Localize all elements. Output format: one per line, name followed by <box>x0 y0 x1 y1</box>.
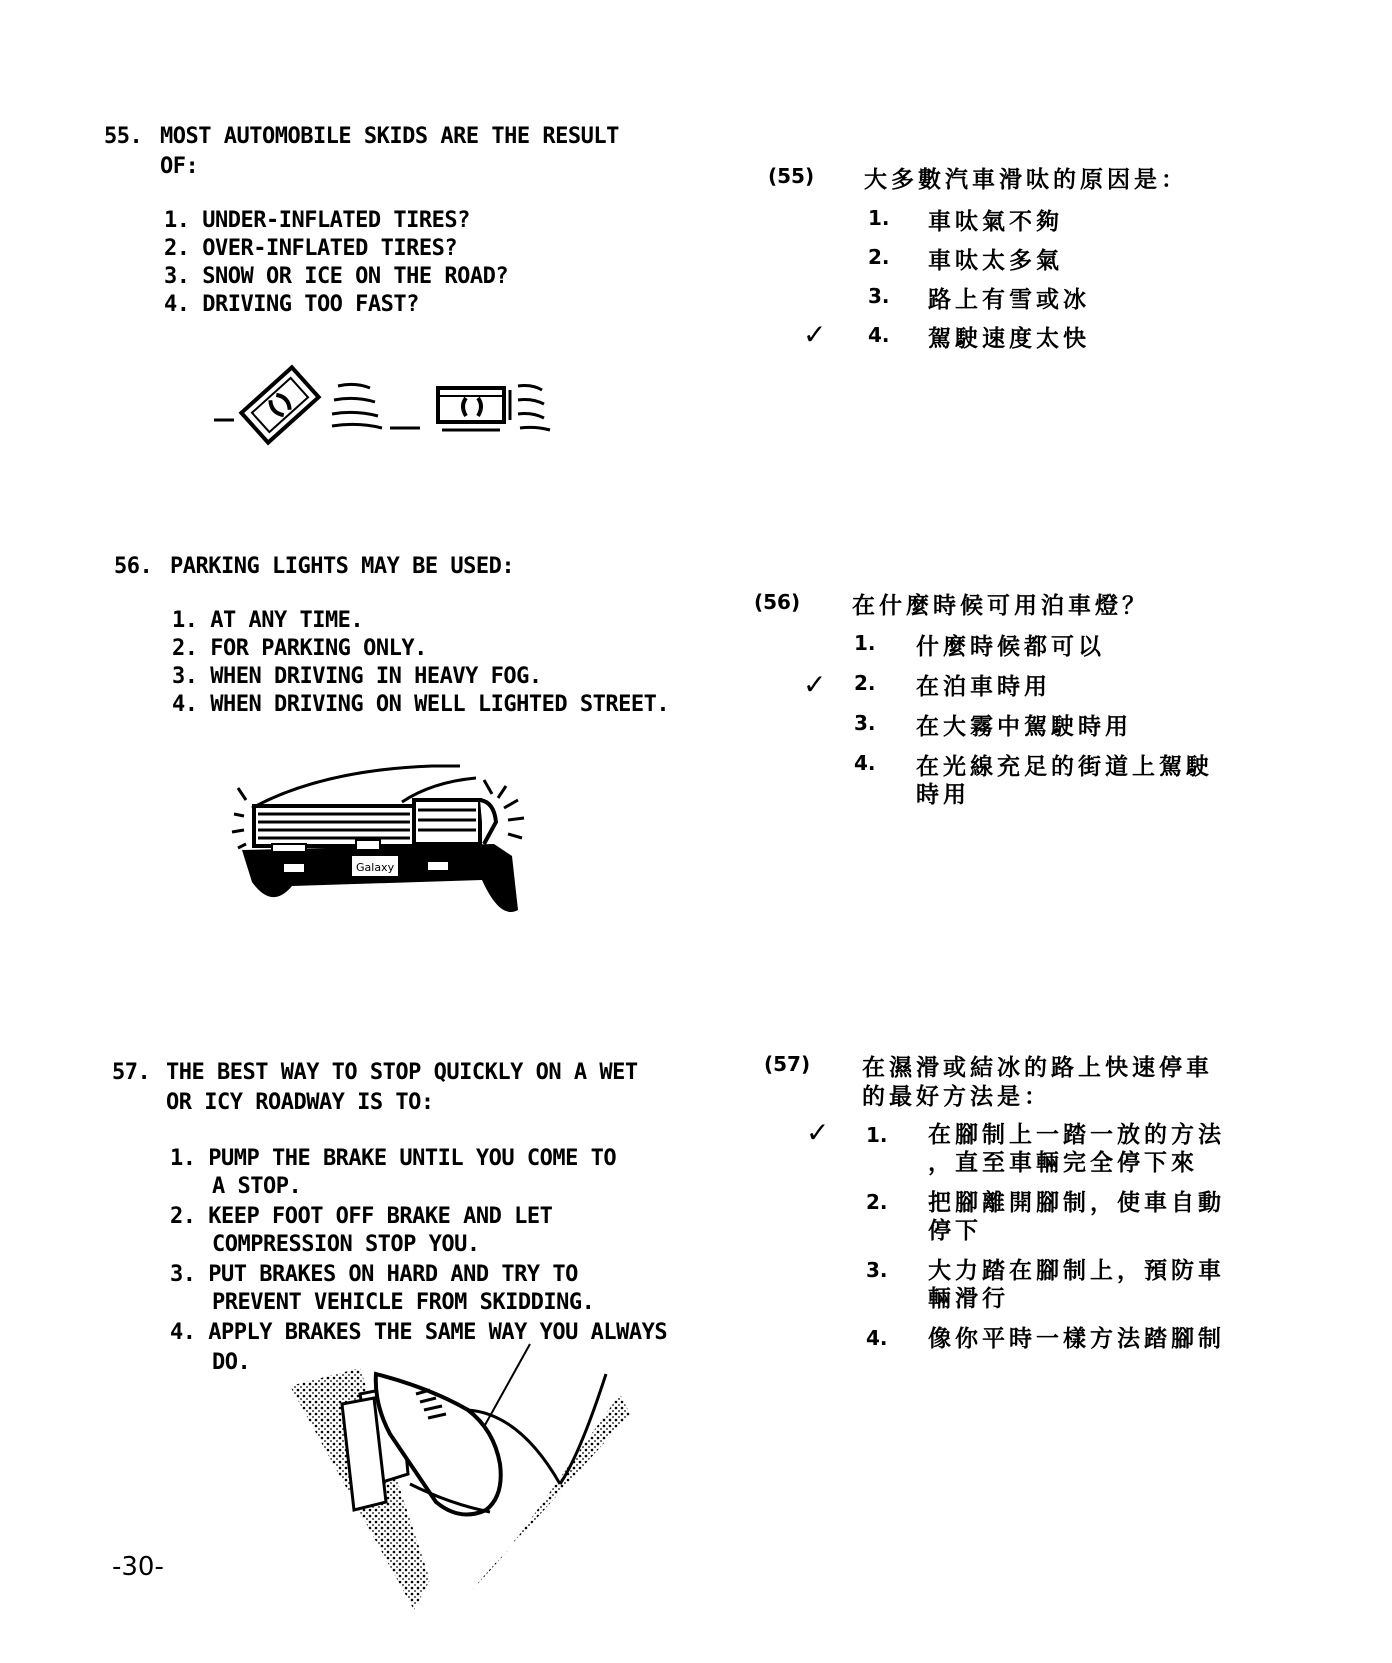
q57-cn-option-num-3: 3. <box>866 1258 888 1282</box>
q57-cn-option-1-cont: ，直至車輛完全停下來 <box>928 1150 1198 1176</box>
q57-question-line2: OR ICY ROADWAY IS TO: <box>166 1090 434 1115</box>
q57-cn-option-1: 在腳制上一踏一放的方法 <box>928 1122 1225 1148</box>
q55-cn-option-3: 路上有雪或冰 <box>928 287 1090 313</box>
q56-cn-option-4: 在光線充足的街道上駕駛 <box>916 754 1213 780</box>
q56-question-line1: PARKING LIGHTS MAY BE USED: <box>170 554 515 579</box>
q55-option-4: 4. DRIVING TOO FAST? <box>164 292 419 317</box>
q55-cn-question: 大多數汽車滑呔的原因是： <box>864 167 1188 193</box>
q56-cn-option-num-1: 1. <box>854 631 876 655</box>
q55-cn-option-4: 駕駛速度太快 <box>928 326 1090 352</box>
q55-question-line2: OF: <box>160 154 199 179</box>
q57-option-1-line2: A STOP. <box>212 1174 302 1199</box>
q57-number: 57. <box>112 1060 151 1085</box>
q56-option-2: 2. FOR PARKING ONLY. <box>172 636 427 661</box>
q56-cn-option-num-2: 2. <box>854 671 876 695</box>
q55-cn-option-num-4: 4. <box>868 323 890 347</box>
q56-number: 56. <box>114 554 153 579</box>
q55-cn-option-num-1: 1. <box>868 206 890 230</box>
q56-cn-option-num-3: 3. <box>854 711 876 735</box>
q57-cn-option-4: 像你平時一樣方法踏腳制 <box>928 1326 1225 1352</box>
q56-cn-option-4-cont: 時用 <box>916 782 970 808</box>
q57-option-1-line1: 1. PUMP THE BRAKE UNTIL YOU COME TO <box>170 1146 617 1171</box>
q55-question-line1: MOST AUTOMOBILE SKIDS ARE THE RESULT <box>160 124 619 149</box>
q57-option-3-line1: 3. PUT BRAKES ON HARD AND TRY TO <box>170 1262 578 1287</box>
q56-option-4: 4. WHEN DRIVING ON WELL LIGHTED STREET. <box>172 692 670 717</box>
q57-cn-option-3-cont: 輛滑行 <box>928 1286 1009 1312</box>
foot-on-brake-illustration <box>290 1334 650 1614</box>
q56-cn-option-2: 在泊車時用 <box>916 674 1051 700</box>
q56-cn-question: 在什麼時候可用泊車燈？ <box>852 593 1149 619</box>
q55-cn-number: (55) <box>768 164 815 188</box>
q57-option-4-line2: DO. <box>212 1350 251 1375</box>
q55-number: 55. <box>104 124 143 149</box>
q57-option-4-line1: 4. APPLY BRAKES THE SAME WAY YOU ALWAYS <box>170 1320 668 1345</box>
q57-cn-number: (57) <box>764 1052 811 1076</box>
skid-illustration <box>210 360 590 450</box>
q56-cn-option-1: 什麼時候都可以 <box>916 634 1105 660</box>
q57-option-2-line1: 2. KEEP FOOT OFF BRAKE AND LET <box>170 1204 553 1229</box>
q55-cn-option-num-2: 2. <box>868 245 890 269</box>
q57-option-2-line2: COMPRESSION STOP YOU. <box>212 1232 480 1257</box>
q57-cn-option-2-cont: 停下 <box>928 1218 982 1244</box>
q55-option-2: 2. OVER-INFLATED TIRES? <box>164 236 458 261</box>
q57-cn-option-num-1: 1. <box>866 1123 888 1147</box>
q55-cn-option-1: 車呔氣不夠 <box>928 209 1063 235</box>
car-parking-lights-illustration <box>232 760 542 930</box>
q55-option-3: 3. SNOW OR ICE ON THE ROAD? <box>164 264 509 289</box>
q55-option-1: 1. UNDER-INFLATED TIRES? <box>164 208 470 233</box>
q57-option-3-line2: PREVENT VEHICLE FROM SKIDDING. <box>212 1290 595 1315</box>
q56-cn-option-num-4: 4. <box>854 751 876 775</box>
q57-cn-question-line1: 在濕滑或結冰的路上快速停車 <box>862 1055 1213 1081</box>
q57-cn-question-line2: 的最好方法是： <box>862 1084 1051 1110</box>
svg-text:Galaxy: Galaxy <box>356 861 395 874</box>
q55-cn-option-num-3: 3. <box>868 284 890 308</box>
q57-cn-option-3: 大力踏在腳制上，預防車 <box>928 1258 1225 1284</box>
q56-option-1: 1. AT ANY TIME. <box>172 608 364 633</box>
page-number: -30- <box>112 1552 164 1582</box>
q57-check-mark: ✓ <box>806 1116 830 1149</box>
q57-cn-option-num-2: 2. <box>866 1190 888 1214</box>
q56-cn-option-3: 在大霧中駕駛時用 <box>916 714 1132 740</box>
q56-cn-number: (56) <box>754 590 801 614</box>
q56-check-mark: ✓ <box>803 668 827 701</box>
q56-option-3: 3. WHEN DRIVING IN HEAVY FOG. <box>172 664 542 689</box>
q57-question-line1: THE BEST WAY TO STOP QUICKLY ON A WET <box>166 1060 638 1085</box>
q57-cn-option-num-4: 4. <box>866 1326 888 1350</box>
q57-cn-option-2: 把腳離開腳制，使車自動 <box>928 1190 1225 1216</box>
q55-cn-option-2: 車呔太多氣 <box>928 248 1063 274</box>
q55-check-mark: ✓ <box>803 318 827 351</box>
